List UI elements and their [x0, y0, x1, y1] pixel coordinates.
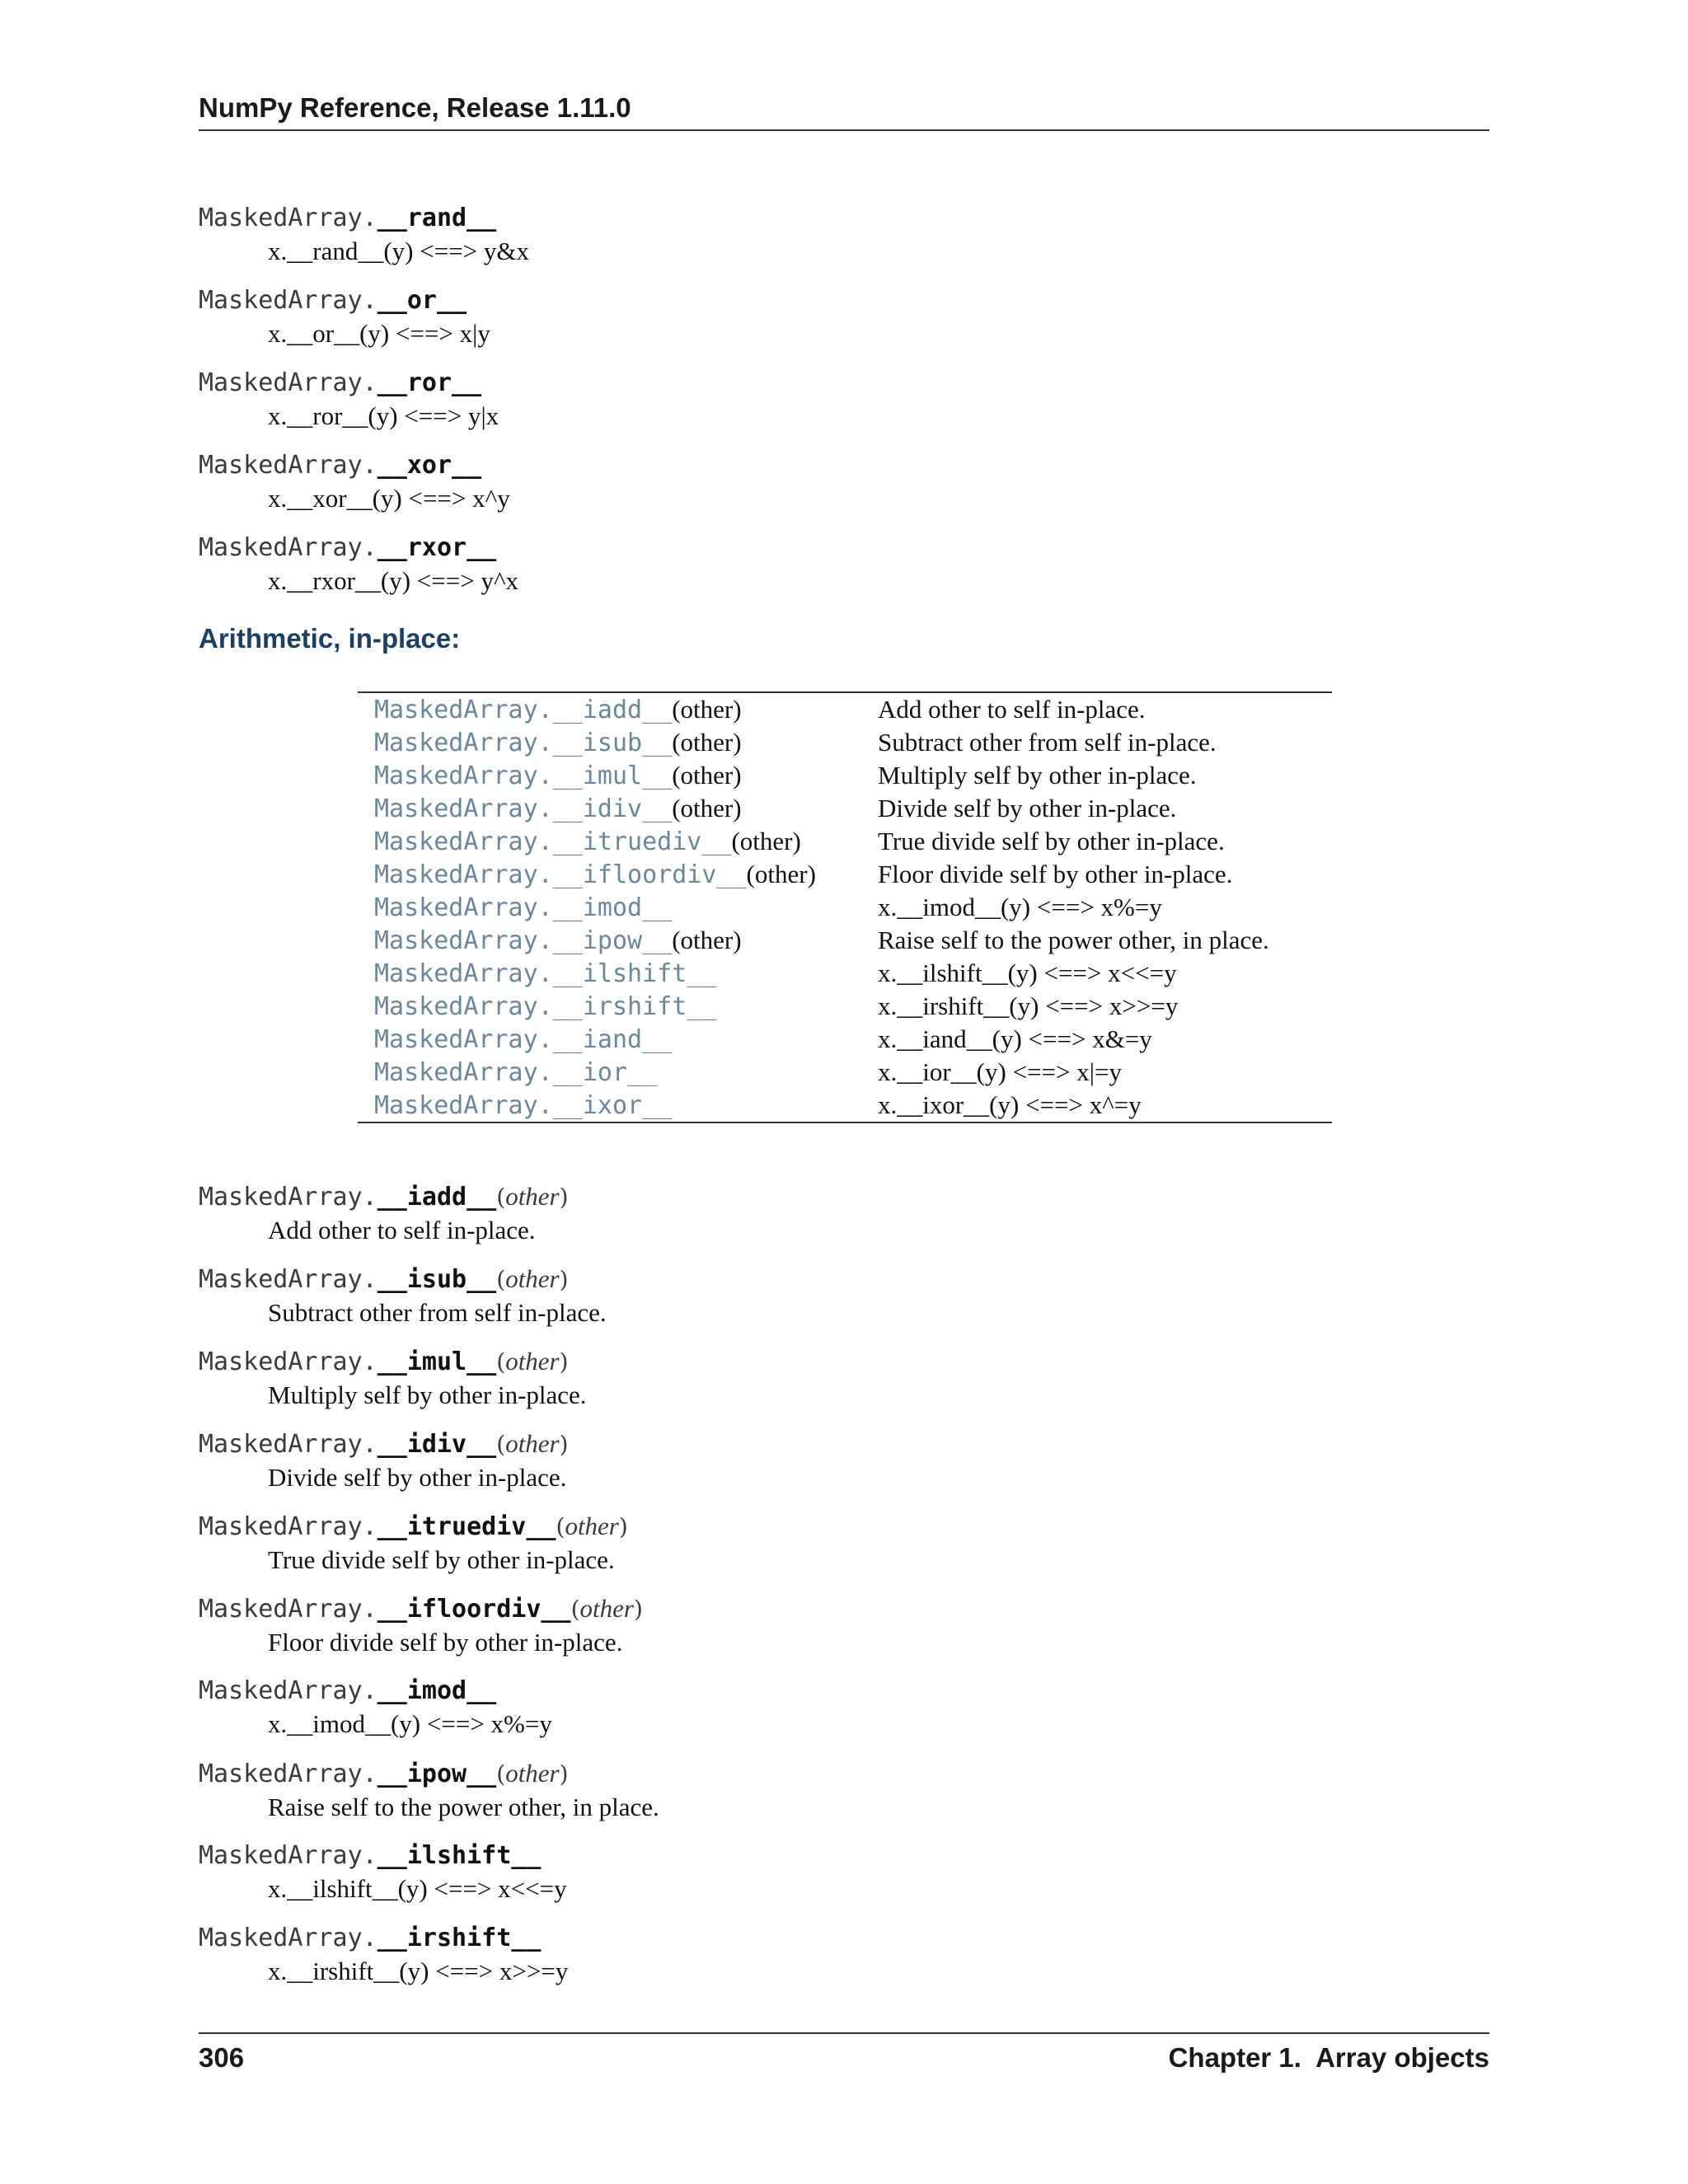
- method-link[interactable]: MaskedArray.__ixor__: [374, 1090, 673, 1120]
- close-paren: ): [633, 1596, 643, 1623]
- method-name: __xor__: [377, 451, 482, 480]
- open-paren: (: [496, 1266, 506, 1293]
- method-link[interactable]: MaskedArray.__iand__: [374, 1024, 673, 1054]
- method-entry: [199, 1592, 643, 1659]
- method-name: __or__: [377, 286, 467, 315]
- table-cell-method: [358, 992, 878, 1021]
- method-link[interactable]: MaskedArray.__ilshift__: [374, 958, 717, 988]
- method-entry: [199, 1922, 568, 1988]
- method-link[interactable]: MaskedArray.__imod__: [374, 893, 673, 922]
- method-args: (other): [746, 860, 816, 888]
- table-row: [358, 792, 1332, 825]
- method-link[interactable]: MaskedArray.__idiv__: [374, 794, 673, 823]
- table-cell-description: Raise self to the power other, in place.: [878, 926, 1269, 954]
- method-entry: [199, 284, 490, 350]
- method-description: Add other to self in-place.: [268, 1216, 536, 1244]
- table-cell-method: [358, 1091, 878, 1120]
- table-row: [358, 1089, 1332, 1122]
- chapter-title: Chapter 1. Array objects: [1168, 2042, 1489, 2073]
- table-cell-description: Floor divide self by other in-place.: [878, 860, 1233, 888]
- method-signature: [199, 532, 518, 565]
- method-args: (other): [672, 926, 742, 954]
- method-prefix: MaskedArray.: [199, 533, 377, 562]
- close-paren: ): [559, 1348, 569, 1376]
- method-param: other: [579, 1594, 634, 1623]
- open-paren: (: [496, 1183, 506, 1211]
- method-entry: [199, 1757, 659, 1824]
- method-name: __imul__: [377, 1347, 497, 1376]
- method-signature: [199, 1180, 569, 1214]
- table-cell-description: Multiply self by other in-place.: [878, 761, 1197, 790]
- method-entry: [199, 1180, 569, 1247]
- table-bottom-rule: [358, 1122, 1332, 1123]
- method-prefix: MaskedArray.: [199, 1841, 377, 1870]
- method-args: (other): [672, 761, 742, 790]
- close-paren: ): [618, 1513, 628, 1540]
- table-row: [358, 1023, 1332, 1056]
- open-paren: (: [496, 1348, 506, 1376]
- method-signature: [199, 1675, 552, 1708]
- method-description: x.__ror__(y) <==> y|x: [268, 401, 499, 430]
- table-cell-method: [358, 794, 878, 823]
- table-cell-description: Add other to self in-place.: [878, 695, 1146, 724]
- method-prefix: MaskedArray.: [199, 1265, 377, 1294]
- table-cell-description: x.__ilshift__(y) <==> x<<=y: [878, 958, 1177, 987]
- method-entry: [199, 1345, 587, 1412]
- method-prefix: MaskedArray.: [199, 1183, 377, 1212]
- page-number: 306: [199, 2042, 245, 2073]
- method-description: x.__rand__(y) <==> y&x: [268, 237, 530, 265]
- method-name: __itruediv__: [377, 1512, 556, 1541]
- method-signature: [199, 1757, 659, 1791]
- method-link[interactable]: MaskedArray.__irshift__: [374, 991, 717, 1021]
- table-cell-description: Subtract other from self in-place.: [878, 728, 1217, 757]
- table-cell-description: x.__iand__(y) <==> x&=y: [878, 1024, 1152, 1053]
- method-prefix: MaskedArray.: [199, 204, 377, 232]
- method-signature: [199, 1263, 607, 1296]
- method-name: __rxor__: [377, 533, 497, 562]
- method-signature: [199, 1592, 643, 1626]
- method-description: Divide self by other in-place.: [268, 1463, 567, 1492]
- method-signature: [199, 449, 510, 482]
- method-signature: [199, 202, 529, 235]
- method-link[interactable]: MaskedArray.__itruediv__: [374, 827, 732, 856]
- table-row: [358, 825, 1332, 858]
- header-rule: [199, 129, 1489, 131]
- method-prefix: MaskedArray.: [199, 1430, 377, 1459]
- method-signature: [199, 367, 499, 400]
- method-entry: [199, 202, 529, 268]
- method-name: __rand__: [377, 204, 497, 232]
- method-param: other: [505, 1759, 560, 1788]
- method-args: (other): [672, 728, 742, 757]
- method-name: __iadd__: [377, 1183, 497, 1212]
- table-row: [358, 726, 1332, 759]
- method-name: __ilshift__: [377, 1841, 542, 1870]
- method-link[interactable]: MaskedArray.__isub__: [374, 729, 673, 757]
- method-link[interactable]: MaskedArray.__imul__: [374, 762, 673, 790]
- table-row: [358, 990, 1332, 1023]
- method-args: (other): [731, 827, 801, 855]
- table-cell-description: x.__ixor__(y) <==> x^=y: [878, 1090, 1142, 1119]
- table-row: [358, 759, 1332, 792]
- method-param: other: [505, 1264, 560, 1293]
- table-cell-description: Divide self by other in-place.: [878, 794, 1177, 823]
- method-description: x.__xor__(y) <==> x^y: [268, 484, 510, 513]
- running-header: NumPy Reference, Release 1.11.0: [199, 92, 631, 123]
- table-cell-description: x.__imod__(y) <==> x%=y: [878, 893, 1162, 921]
- method-entry: [199, 1263, 607, 1329]
- method-name: __ipow__: [377, 1760, 497, 1788]
- open-paren: (: [496, 1431, 506, 1458]
- method-signature: [199, 1922, 568, 1955]
- table-row: [358, 1056, 1332, 1089]
- table-cell-method: [358, 959, 878, 988]
- close-paren: ): [559, 1431, 569, 1458]
- method-prefix: MaskedArray.: [199, 1924, 377, 1952]
- method-param: other: [505, 1347, 560, 1376]
- method-link[interactable]: MaskedArray.__iadd__: [374, 696, 673, 724]
- method-name: __imod__: [377, 1676, 497, 1705]
- method-entry: [199, 1840, 567, 1905]
- method-name: __ror__: [377, 368, 482, 397]
- method-description: x.__rxor__(y) <==> y^x: [268, 566, 519, 595]
- table-cell-method: [358, 860, 878, 889]
- method-prefix: MaskedArray.: [199, 1676, 377, 1705]
- table-cell-method: [358, 695, 878, 724]
- method-link[interactable]: MaskedArray.__ifloordiv__: [374, 860, 747, 889]
- method-entry: [199, 367, 499, 433]
- method-link[interactable]: MaskedArray.__ipow__: [374, 926, 673, 955]
- table-cell-method: [358, 893, 878, 922]
- table-cell-description: x.__ior__(y) <==> x|=y: [878, 1057, 1122, 1086]
- method-name: __ifloordiv__: [377, 1595, 571, 1624]
- method-param: other: [505, 1429, 560, 1458]
- method-description: x.__ilshift__(y) <==> x<<=y: [268, 1874, 567, 1903]
- open-paren: (: [556, 1513, 565, 1540]
- method-description: Subtract other from self in-place.: [268, 1298, 607, 1327]
- method-entry: [199, 1675, 552, 1741]
- table-cell-method: [358, 728, 878, 757]
- method-args: (other): [672, 695, 742, 724]
- method-prefix: MaskedArray.: [199, 1595, 377, 1624]
- method-signature: [199, 284, 490, 317]
- method-prefix: MaskedArray.: [199, 286, 377, 315]
- summary-table: [358, 691, 1332, 1123]
- table-row: [358, 924, 1332, 957]
- method-signature: [199, 1510, 628, 1544]
- close-paren: ): [559, 1266, 569, 1293]
- table-cell-method: [358, 1025, 878, 1054]
- table-row: [358, 693, 1332, 726]
- method-description: x.__irshift__(y) <==> x>>=y: [268, 1957, 569, 1985]
- table-cell-method: [358, 827, 878, 856]
- table-cell-method: [358, 761, 878, 790]
- open-paren: (: [570, 1596, 580, 1623]
- method-signature: [199, 1345, 587, 1379]
- method-description: True divide self by other in-place.: [268, 1545, 615, 1574]
- method-name: __irshift__: [377, 1924, 542, 1952]
- method-signature: [199, 1840, 567, 1872]
- table-row: [358, 891, 1332, 924]
- method-prefix: MaskedArray.: [199, 1760, 377, 1788]
- footer-rule: [199, 2032, 1489, 2034]
- method-link[interactable]: MaskedArray.__ior__: [374, 1057, 658, 1087]
- method-entry: [199, 532, 518, 598]
- table-cell-method: [358, 926, 878, 955]
- table-row: [358, 858, 1332, 891]
- method-entry: [199, 449, 510, 515]
- method-description: Multiply self by other in-place.: [268, 1380, 587, 1409]
- table-body: [358, 693, 1332, 1122]
- method-prefix: MaskedArray.: [199, 1512, 377, 1541]
- method-description: Floor divide self by other in-place.: [268, 1628, 623, 1657]
- open-paren: (: [496, 1760, 506, 1788]
- table-row: [358, 957, 1332, 990]
- method-description: x.__or__(y) <==> x|y: [268, 319, 490, 348]
- method-param: other: [505, 1182, 560, 1211]
- method-prefix: MaskedArray.: [199, 368, 377, 397]
- table-cell-method: [358, 1058, 878, 1087]
- table-cell-description: x.__irshift__(y) <==> x>>=y: [878, 991, 1179, 1020]
- method-entry: [199, 1510, 628, 1577]
- method-description: Raise self to the power other, in place.: [268, 1793, 659, 1821]
- close-paren: ): [559, 1183, 569, 1211]
- method-param: other: [565, 1511, 619, 1540]
- table-cell-description: True divide self by other in-place.: [878, 827, 1225, 855]
- section-title: Arithmetic, in-place:: [199, 623, 461, 654]
- method-name: __isub__: [377, 1265, 497, 1294]
- method-description: x.__imod__(y) <==> x%=y: [268, 1709, 552, 1738]
- method-entry: [199, 1427, 569, 1494]
- method-args: (other): [672, 794, 742, 823]
- close-paren: ): [559, 1760, 569, 1788]
- method-name: __idiv__: [377, 1430, 497, 1459]
- method-signature: [199, 1427, 569, 1461]
- method-prefix: MaskedArray.: [199, 1347, 377, 1376]
- method-prefix: MaskedArray.: [199, 451, 377, 480]
